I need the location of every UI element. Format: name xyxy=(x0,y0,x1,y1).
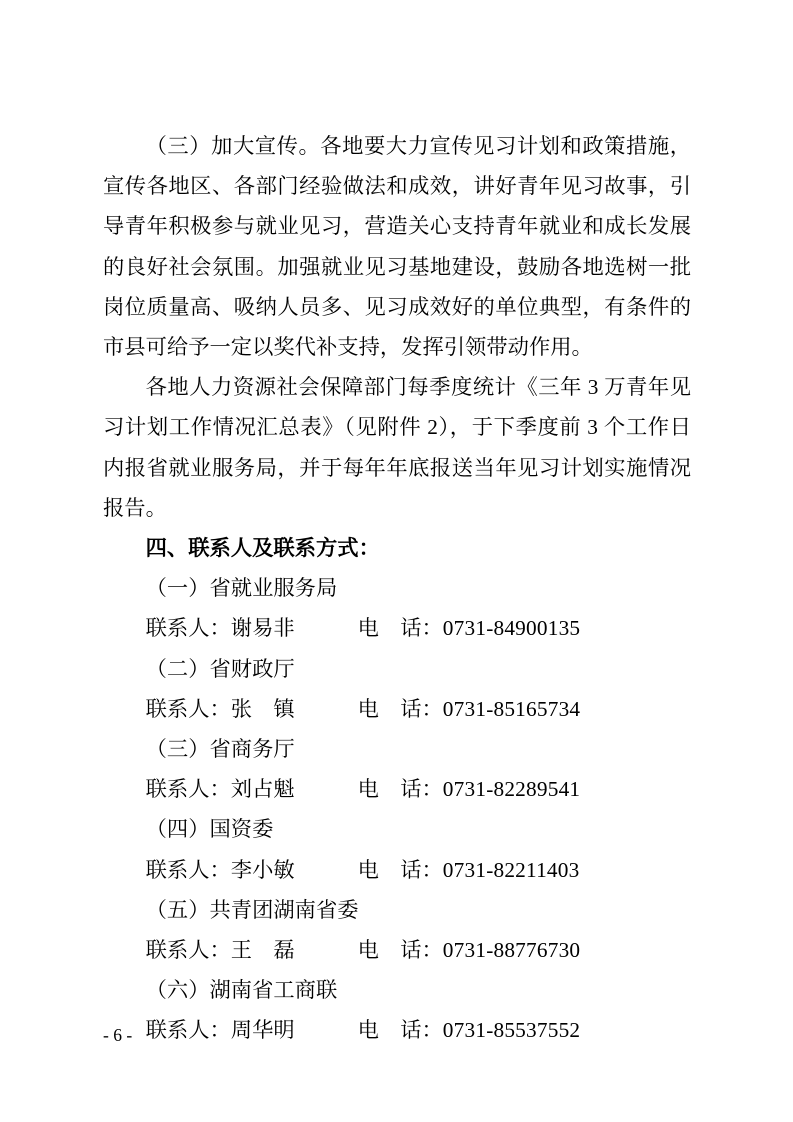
contact-person: 联系人：张 镇 xyxy=(145,696,295,721)
phone-number: 0731-84900135 xyxy=(442,616,581,641)
contact-line xyxy=(103,850,691,890)
phone-label: 电 话： xyxy=(357,616,443,641)
phone-number: 0731-85537552 xyxy=(442,1018,581,1043)
phone-number: 0731-85165734 xyxy=(442,696,581,721)
phone-number: 0731-82289541 xyxy=(442,777,581,802)
contact-org: （一）省就业服务局 xyxy=(145,576,338,601)
contact-person: 联系人：谢易非 xyxy=(145,616,295,641)
contact-person: 联系人：刘占魁 xyxy=(145,777,295,802)
page-number: - 6 - xyxy=(103,1025,133,1045)
paragraph-reporting: 各地人力资源社会保障部门每季度统计《三年 3 万青年见习计划工作情况汇总表》（见附件 2），于下季度前 3 个工作日内报省就业服务局，并于每年年底报送当年见习计划实施情况报告。 xyxy=(103,375,691,520)
contact-person: 联系人：周华明 xyxy=(145,1018,295,1043)
contact-org: （四）国资委 xyxy=(145,817,274,842)
contact-org: （五）共青团湖南省委 xyxy=(145,897,359,922)
document-body xyxy=(103,126,691,1051)
contact-org: （三）省商务厅 xyxy=(145,737,295,762)
contact-line xyxy=(103,769,691,809)
contact-org: （二）省财政厅 xyxy=(145,656,295,681)
paragraph-publicity: （三）加大宣传。各地要大力宣传见习计划和政策措施，宣传各地区、各部门经验做法和成效，讲好青年见习故事，引导青年积极参与就业见习，营造关心支持青年就业和成长发展的良好社会氛围。加强就业见习基地建设，鼓励各地选树一批岗位质量高、吸纳人员多、见习成效好的单位典型，有条件的市县可给予一定以奖代补支持，发挥引领带动作用。 xyxy=(103,134,691,360)
phone-label: 电 话： xyxy=(357,696,443,721)
phone-label: 电 话： xyxy=(357,938,443,963)
phone-number: 0731-82211403 xyxy=(442,857,580,882)
contact-line xyxy=(103,930,691,970)
phone-number: 0731-88776730 xyxy=(442,938,581,963)
contact-person: 联系人：李小敏 xyxy=(145,857,295,882)
contact-line xyxy=(103,1010,691,1050)
section-heading-contacts: 四、联系人及联系方式： xyxy=(145,536,380,561)
contact-org: （六）湖南省工商联 xyxy=(145,978,338,1003)
phone-label: 电 话： xyxy=(357,857,443,882)
phone-label: 电 话： xyxy=(357,777,443,802)
phone-label: 电 话： xyxy=(357,1018,443,1043)
contact-person: 联系人：王 磊 xyxy=(145,938,295,963)
contact-line xyxy=(103,689,691,729)
contact-line xyxy=(103,608,691,648)
